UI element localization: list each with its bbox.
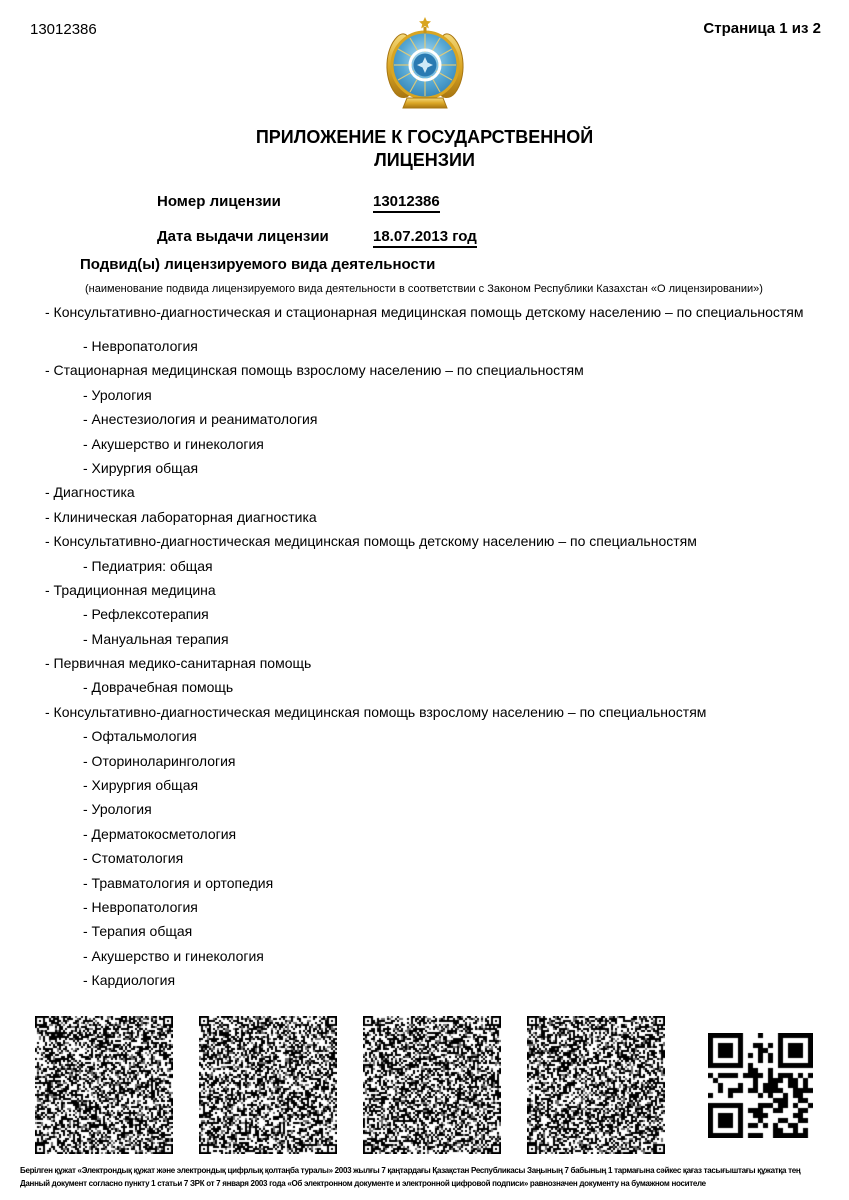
activities-list bbox=[0, 305, 849, 998]
activity-item: - Невропатология bbox=[83, 898, 198, 915]
license-date-value: 18.07.2013 год bbox=[373, 228, 477, 248]
activity-item: - Консультативно-диагностическая и стационарная медицинская помощь детскому населению – по специальностям bbox=[45, 304, 804, 320]
activity-item: - Акушерство и гинекология bbox=[83, 947, 264, 964]
activity-item: - Мануальная терапия bbox=[83, 630, 229, 647]
activity-item: - Традиционная медицина bbox=[45, 581, 216, 598]
license-number-row bbox=[157, 193, 477, 213]
activity-item: - Стоматология bbox=[83, 850, 184, 867]
activity-item: - Терапия общая bbox=[83, 923, 193, 940]
activity-item: - Оториноларингология bbox=[83, 752, 236, 769]
qr-code bbox=[708, 1033, 813, 1138]
license-number-label: Номер лицензии bbox=[157, 193, 281, 210]
title-line-1: ПРИЛОЖЕНИЕ К ГОСУДАРСТВЕННОЙ bbox=[255, 127, 594, 147]
license-date-row bbox=[157, 228, 477, 248]
activity-item: - Диагностика bbox=[45, 484, 135, 501]
activity-item: - Хирургия общая bbox=[83, 777, 199, 794]
activity-item: - Доврачебная помощь bbox=[83, 679, 234, 696]
activity-item: - Стационарная медицинская помощь взрослому населению – по специальностям bbox=[45, 362, 584, 379]
activity-item: - Кардиология bbox=[83, 972, 176, 989]
activity-item: - Анестезиология и реаниматология bbox=[83, 411, 318, 428]
subtypes-note: (наименование подвида лицензируемого вида деятельности в соответствии с Законом Республики Казахстан «О лицензировании») bbox=[85, 283, 763, 295]
legal-footer bbox=[20, 1164, 845, 1190]
document-title bbox=[0, 126, 849, 172]
data-matrix-barcode-2 bbox=[199, 1016, 337, 1154]
document-number-header: 13012386 bbox=[30, 21, 97, 38]
activity-item: - Урология bbox=[83, 386, 152, 403]
activity-item: - Клиническая лабораторная диагностика bbox=[45, 508, 317, 525]
kazakhstan-emblem-icon bbox=[379, 15, 471, 115]
footer-line-kazakh: Берілген құжат «Электрондық құжат және электрондық цифрлық қолтаңба туралы» 2003 жылғы 7 қаңтардағы Қазақстан Республикасы Заңының 7 бабының 1 тармағына сәйкес қағаз тасығыштағы құжатқа тең bbox=[20, 1166, 801, 1175]
activity-item: - Рефлексотерапия bbox=[83, 606, 209, 623]
activity-item: - Консультативно-диагностическая медицинская помощь детскому населению – по специальностям bbox=[45, 533, 697, 550]
data-matrix-barcode-4 bbox=[527, 1016, 665, 1154]
data-matrix-barcode-1 bbox=[35, 1016, 173, 1154]
activity-item: - Травматология и ортопедия bbox=[83, 874, 274, 891]
title-line-2: ЛИЦЕНЗИИ bbox=[374, 150, 475, 170]
activity-item: - Педиатрия: общая bbox=[83, 557, 213, 574]
activity-item: - Акушерство и гинекология bbox=[83, 435, 264, 452]
activity-item: - Офтальмология bbox=[83, 728, 197, 745]
data-matrix-barcode-3 bbox=[363, 1016, 501, 1154]
activity-item: - Первичная медико-санитарная помощь bbox=[45, 655, 312, 672]
activity-item: - Консультативно-диагностическая медицинская помощь взрослому населению – по специальностям bbox=[45, 703, 707, 720]
activity-item: - Невропатология bbox=[83, 338, 198, 354]
license-number-value: 13012386 bbox=[373, 193, 440, 213]
activity-item: - Дерматокосметология bbox=[83, 825, 237, 842]
license-fields bbox=[157, 193, 477, 263]
subtypes-heading: Подвид(ы) лицензируемого вида деятельности bbox=[80, 256, 436, 273]
footer-line-russian: Данный документ согласно пункту 1 статьи 7 ЗРК от 7 января 2003 года «Об электронном документе и электронной цифровой подписи» равнозначен документу на бумажном носителе bbox=[20, 1179, 706, 1188]
activity-item: - Хирургия общая bbox=[83, 459, 199, 476]
activity-item: - Урология bbox=[83, 801, 152, 818]
page-indicator: Страница 1 из 2 bbox=[703, 20, 821, 37]
license-date-label: Дата выдачи лицензии bbox=[157, 228, 329, 245]
